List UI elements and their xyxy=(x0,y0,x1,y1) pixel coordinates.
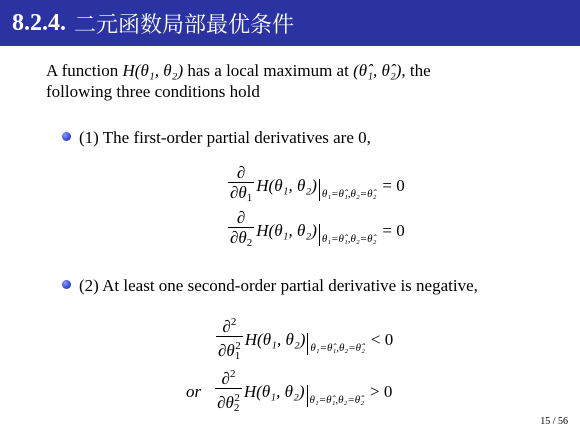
function-expr: H(θ₁, θ₂) xyxy=(244,329,306,349)
evaluation-condition: θ₁=θ̂₁,θ₂=θ̂₂ xyxy=(321,187,377,200)
function-expr: H(θ₁, θ₂) xyxy=(243,381,305,401)
equation-2 xyxy=(228,208,405,253)
point-expr: (θ̂₁, θ̂₂) xyxy=(353,61,402,80)
evaluation-condition: θ₁=θ̂₁,θ₂=θ̂₂ xyxy=(321,232,377,245)
evaluation-bar xyxy=(307,333,308,355)
partial-fraction: $\frac{\partial}{\partial\theta_1}$ xyxy=(230,163,253,204)
equation-rhs: > 0 xyxy=(370,381,393,401)
or-label: or xyxy=(186,381,202,401)
title-bar xyxy=(0,0,580,46)
equation-3 xyxy=(216,313,393,366)
evaluation-bar xyxy=(319,224,320,246)
function-expr: H(θ₁, θ₂) xyxy=(256,220,317,240)
bullet-icon xyxy=(62,280,71,289)
page-number: 15 / 56 xyxy=(540,416,568,427)
intro-paragraph xyxy=(46,60,546,102)
evaluation-bar xyxy=(307,385,308,407)
bullet-2-text: (2) At least one second-order partial derivative is negative, xyxy=(79,276,478,295)
equation-1 xyxy=(228,163,405,208)
equation-4 xyxy=(186,365,392,418)
bullet-item-1 xyxy=(62,127,371,148)
equation-rhs: = 0 xyxy=(382,175,405,195)
evaluation-condition: θ₁=θ̂₁,θ₂=θ̂₂ xyxy=(309,393,365,406)
equation-rhs: < 0 xyxy=(370,329,394,349)
second-partial-fraction: $\frac{\partial^2}{\partial\theta_1^2}$ xyxy=(218,316,241,362)
bullet-1-text: (1) The first-order partial derivatives are 0, xyxy=(79,128,371,147)
intro-line-2: following three conditions hold xyxy=(46,82,260,101)
bullet-item-2 xyxy=(62,275,478,296)
section-number: 8.2.4. xyxy=(12,9,66,36)
partial-fraction: $\frac{\partial}{\partial\theta_2}$ xyxy=(230,208,253,249)
slide-title: 二元函数局部最优条件 xyxy=(74,12,295,38)
equation-rhs: = 0 xyxy=(382,220,405,240)
evaluation-bar xyxy=(319,179,320,201)
intro-line-1: A function H(θ₁, θ₂) has a local maximum at (θ̂₁, θ̂₂), the xyxy=(46,61,431,80)
bullet-icon xyxy=(62,132,71,141)
second-partial-fraction: $\frac{\partial^2}{\partial\theta_2^2}$ xyxy=(217,368,240,414)
evaluation-condition: θ₁=θ̂₁,θ₂=θ̂₂ xyxy=(310,341,365,354)
function-expr: H(θ₁, θ₂) xyxy=(256,175,317,195)
function-expr: H(θ₁, θ₂) xyxy=(122,61,184,80)
